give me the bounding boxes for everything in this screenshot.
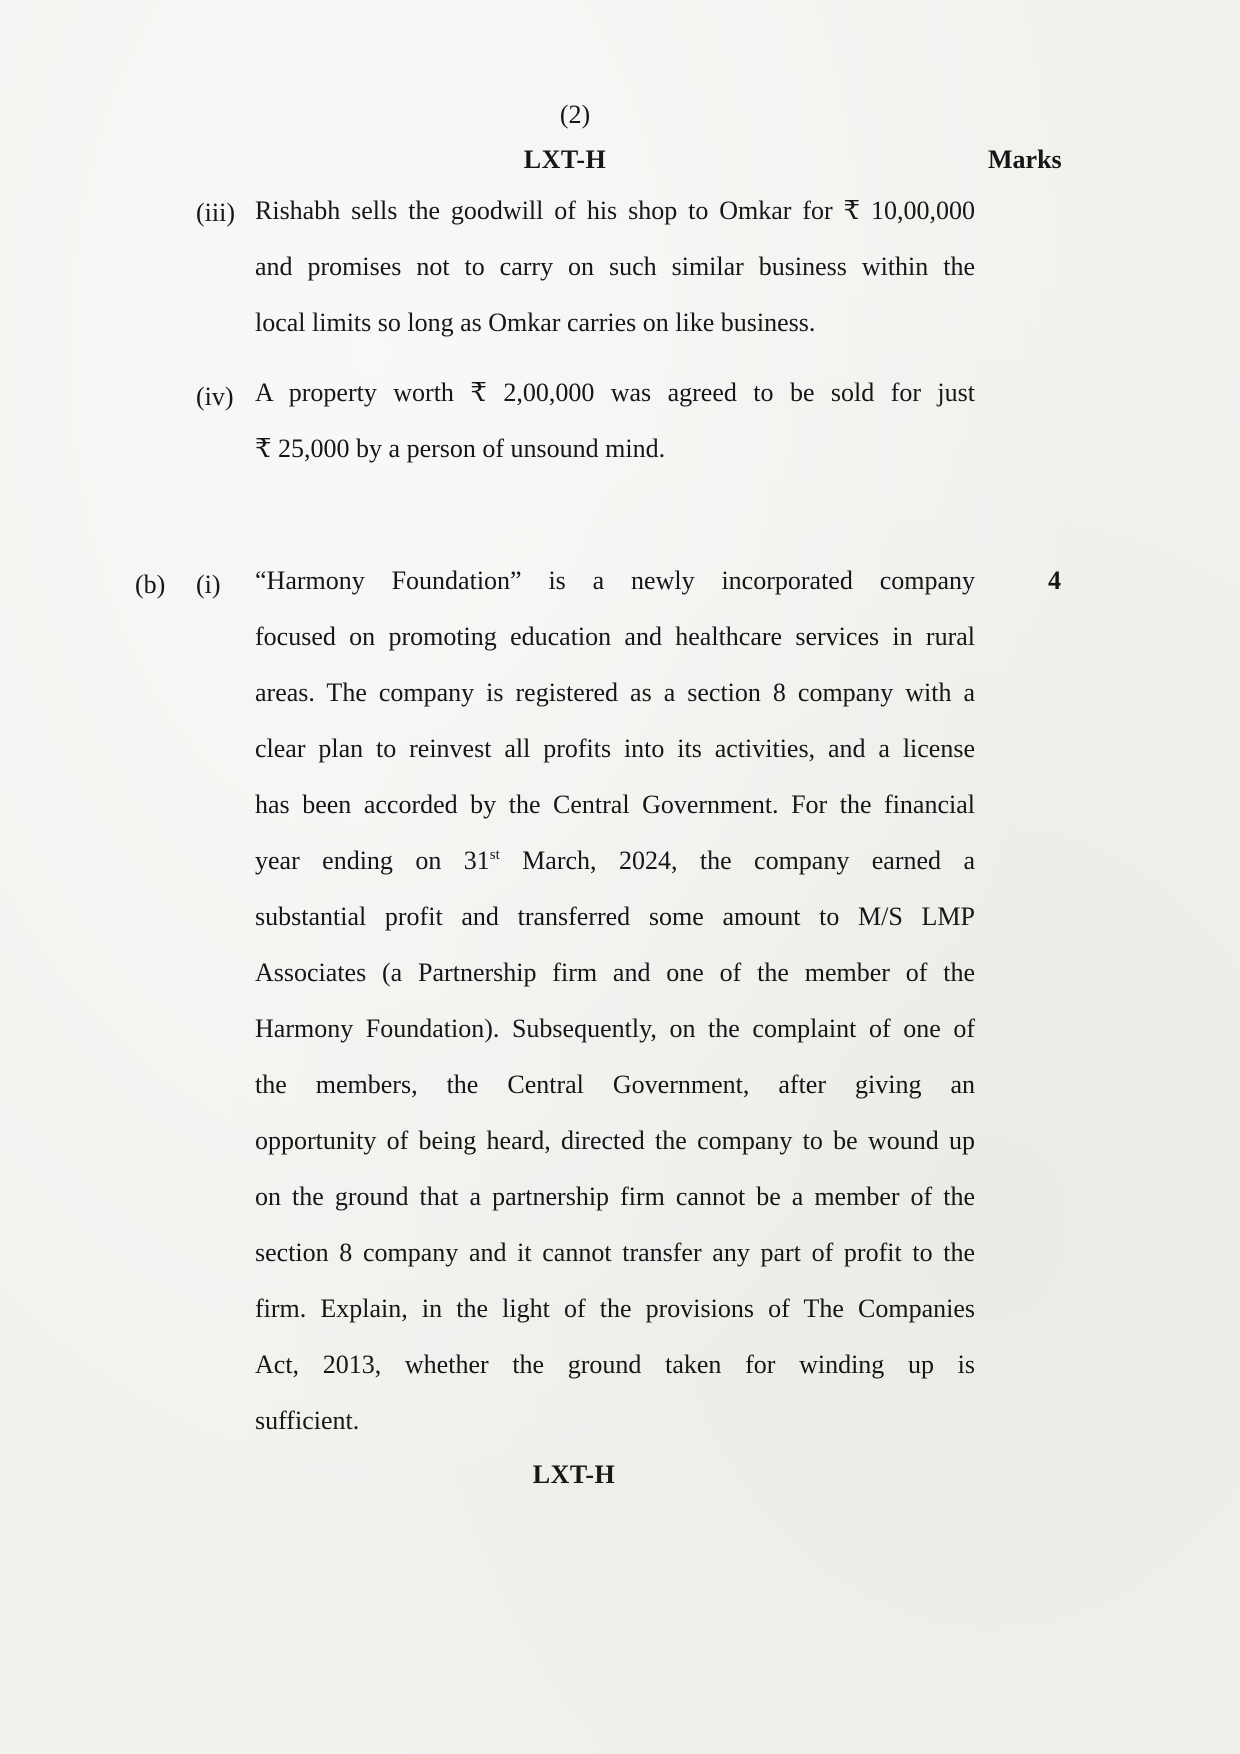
part-b-line-10: the members, the Central Government, after giving an xyxy=(255,1070,975,1099)
item-iv-line-1: A property worth ₹ 2,00,000 was agreed to be sold for just xyxy=(255,378,975,407)
year-line-before: year ending on 31 xyxy=(255,846,490,875)
part-b-line-6 xyxy=(255,846,975,876)
page-number: (2) xyxy=(559,100,591,129)
item-iii-line-1: Rishabh sells the goodwill of his shop to Omkar for ₹ 10,00,000 xyxy=(255,196,975,225)
part-b-line-16: sufficient. xyxy=(255,1406,360,1435)
item-label-iv: (iv) xyxy=(196,382,234,411)
part-b-line-9: Harmony Foundation). Subsequently, on the complaint of one of xyxy=(255,1014,975,1043)
part-b-line-5: has been accorded by the Central Government. For the financial xyxy=(255,790,975,819)
part-b-line-13: section 8 company and it cannot transfer any part of profit to the xyxy=(255,1238,975,1267)
part-b-line-3: areas. The company is registered as a section 8 company with a xyxy=(255,678,975,707)
part-b-sub-label: (i) xyxy=(196,570,221,599)
part-b-line-1: “Harmony Foundation” is a newly incorporated company xyxy=(255,566,975,595)
item-iii-line-3: local limits so long as Omkar carries on like business. xyxy=(255,308,816,337)
part-b-label: (b) xyxy=(135,570,166,599)
year-line-superscript: st xyxy=(489,847,500,863)
item-iii-line-2: and promises not to carry on such similar business within the xyxy=(255,252,975,281)
part-b-line-11: opportunity of being heard, directed the company to be wound up xyxy=(255,1126,975,1155)
marks-heading: Marks xyxy=(988,145,1062,174)
item-label-iii: (iii) xyxy=(196,198,235,227)
paper-code-footer: LXT-H xyxy=(532,1460,616,1489)
part-b-line-2: focused on promoting education and healthcare services in rural xyxy=(255,622,975,651)
part-b-line-14: firm. Explain, in the light of the provisions of The Companies xyxy=(255,1294,975,1323)
part-b-marks: 4 xyxy=(1048,566,1061,595)
item-iv-line-2: ₹ 25,000 by a person of unsound mind. xyxy=(255,434,666,463)
year-line-after: March, 2024, the company earned a xyxy=(499,846,975,875)
part-b-line-8: Associates (a Partnership firm and one of the member of the xyxy=(255,958,975,987)
part-b-line-15: Act, 2013, whether the ground taken for winding up is xyxy=(255,1350,975,1379)
paper-code-header: LXT-H xyxy=(523,145,607,174)
part-b-line-4: clear plan to reinvest all profits into its activities, and a license xyxy=(255,734,975,763)
part-b-line-7: substantial profit and transferred some amount to M/S LMP xyxy=(255,902,975,931)
part-b-line-12: on the ground that a partnership firm cannot be a member of the xyxy=(255,1182,975,1211)
